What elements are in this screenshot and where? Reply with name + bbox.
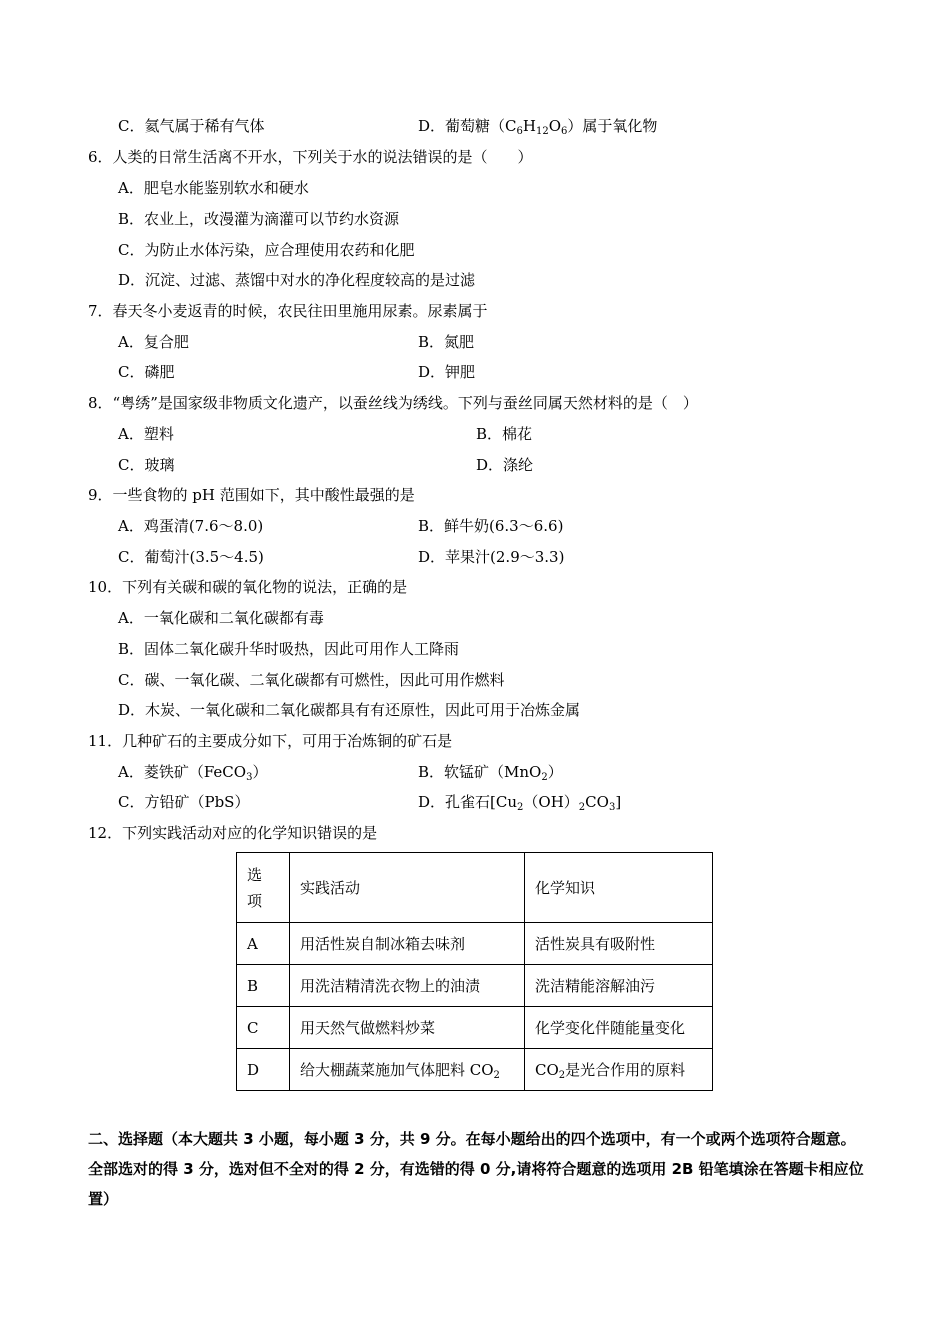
q11-stem: 11．几种矿石的主要成分如下，可用于冶炼铜的矿石是 bbox=[88, 732, 453, 750]
q7-option-a: A．复合肥 bbox=[118, 333, 189, 351]
q9-option-d: D．苹果汁(2.9～3.3) bbox=[418, 548, 565, 566]
table-row bbox=[237, 1007, 713, 1049]
row-option-cell: D bbox=[237, 1049, 290, 1091]
section-two-heading: 二、选择题（本大题共 3 小题，每小题 3 分，共 9 分。在每小题给出的四个选项中，有一个或两个选项符合题意。全部选对的得 3 分，选对但不全对的得 2 分，有选错的得 0 分,请将符合题意的选项用 2B 铅笔填涂在答题卡相应位置） bbox=[88, 1130, 864, 1208]
q11-option-d: D．孔雀石$[Cu_2(OH)_2CO_3]$ bbox=[418, 793, 622, 813]
header-option-cell: 选 项 bbox=[237, 853, 290, 923]
q7-option-d: D．钾肥 bbox=[418, 363, 476, 381]
q10-stem: 10．下列有关碳和碳的氧化物的说法，正确的是 bbox=[88, 578, 408, 596]
q6-option-d: D．沉淀、过滤、蒸馏中对水的净化程度较高的是过滤 bbox=[118, 271, 476, 289]
q9-option-b: B．鲜牛奶(6.3～6.6) bbox=[418, 517, 564, 535]
row-knowledge-cell: 洗洁精能溶解油污 bbox=[525, 965, 713, 1007]
row-activity-cell: 用天然气做燃料炒菜 bbox=[290, 1007, 525, 1049]
q10-option-d: D．木炭、一氧化碳和二氧化碳都具有有还原性，因此可用于冶炼金属 bbox=[118, 701, 581, 719]
q8-option-b: B．棉花 bbox=[476, 425, 533, 443]
row-knowledge-cell: 化学变化伴随能量变化 bbox=[525, 1007, 713, 1049]
q7-option-b: B．氮肥 bbox=[418, 333, 475, 351]
q11-option-a: A．菱铁矿（FeCO$_3$） bbox=[118, 763, 268, 783]
table-row bbox=[237, 923, 713, 965]
q9-option-c: C．葡萄汁(3.5～4.5) bbox=[118, 548, 264, 566]
q12-stem: 12．下列实践活动对应的化学知识错误的是 bbox=[88, 824, 378, 842]
q8-stem: 8．“粤绣”是国家级非物质文化遗产，以蚕丝线为绣线。下列与蚕丝同属天然材料的是（ ） bbox=[88, 394, 698, 412]
q9-stem: 9．一些食物的 pH 范围如下，其中酸性最强的是 bbox=[88, 486, 415, 504]
row-activity-cell: 给大棚蔬菜施加气体肥料 $CO_2$ bbox=[290, 1049, 525, 1091]
q5-option-d: D．葡萄糖$(C_6H_{12}O_6)$属于氧化物 bbox=[418, 117, 658, 137]
row-option-cell: C bbox=[237, 1007, 290, 1049]
table-row bbox=[237, 965, 713, 1007]
q8-option-d: D．涤纶 bbox=[476, 456, 534, 474]
row-option-cell: A bbox=[237, 923, 290, 965]
q9-option-a: A．鸡蛋清(7.6～8.0) bbox=[118, 517, 264, 535]
q6-option-b: B．农业上，改漫灌为滴灌可以节约水资源 bbox=[118, 210, 400, 228]
q7-option-c: C．磷肥 bbox=[118, 363, 175, 381]
row-activity-cell: 用洗洁精清洗衣物上的油渍 bbox=[290, 965, 525, 1007]
q8-option-c: C．玻璃 bbox=[118, 456, 175, 474]
q12-table bbox=[236, 852, 713, 1091]
row-option-cell: B bbox=[237, 965, 290, 1007]
table-header-row bbox=[237, 853, 713, 923]
q11-option-b: B．软锰矿（MnO$_2$） bbox=[418, 763, 563, 783]
q10-option-a: A．一氧化碳和二氧化碳都有毒 bbox=[118, 609, 324, 627]
q8-option-a: A．塑料 bbox=[118, 425, 174, 443]
q6-option-c: C．为防止水体污染，应合理使用农药和化肥 bbox=[118, 241, 415, 259]
table-row bbox=[237, 1049, 713, 1091]
q5-option-c: C．氦气属于稀有气体 bbox=[118, 117, 265, 135]
header-knowledge-cell: 化学知识 bbox=[525, 853, 713, 923]
q7-stem: 7．春天冬小麦返青的时候，农民往田里施用尿素。尿素属于 bbox=[88, 302, 488, 320]
q6-option-a: A．肥皂水能鉴别软水和硬水 bbox=[118, 179, 309, 197]
row-knowledge-cell: 活性炭具有吸附性 bbox=[525, 923, 713, 965]
q10-option-c: C．碳、一氧化碳、二氧化碳都有可燃性，因此可用作燃料 bbox=[118, 671, 505, 689]
header-activity-cell: 实践活动 bbox=[290, 853, 525, 923]
row-knowledge-cell: $CO_2$是光合作用的原料 bbox=[525, 1049, 713, 1091]
row-activity-cell: 用活性炭自制冰箱去味剂 bbox=[290, 923, 525, 965]
q10-option-b: B．固体二氧化碳升华时吸热，因此可用作人工降雨 bbox=[118, 640, 460, 658]
q6-stem: 6．人类的日常生活离不开水，下列关于水的说法错误的是（ ） bbox=[88, 148, 533, 166]
q11-option-c: C．方铅矿（PbS） bbox=[118, 793, 250, 811]
